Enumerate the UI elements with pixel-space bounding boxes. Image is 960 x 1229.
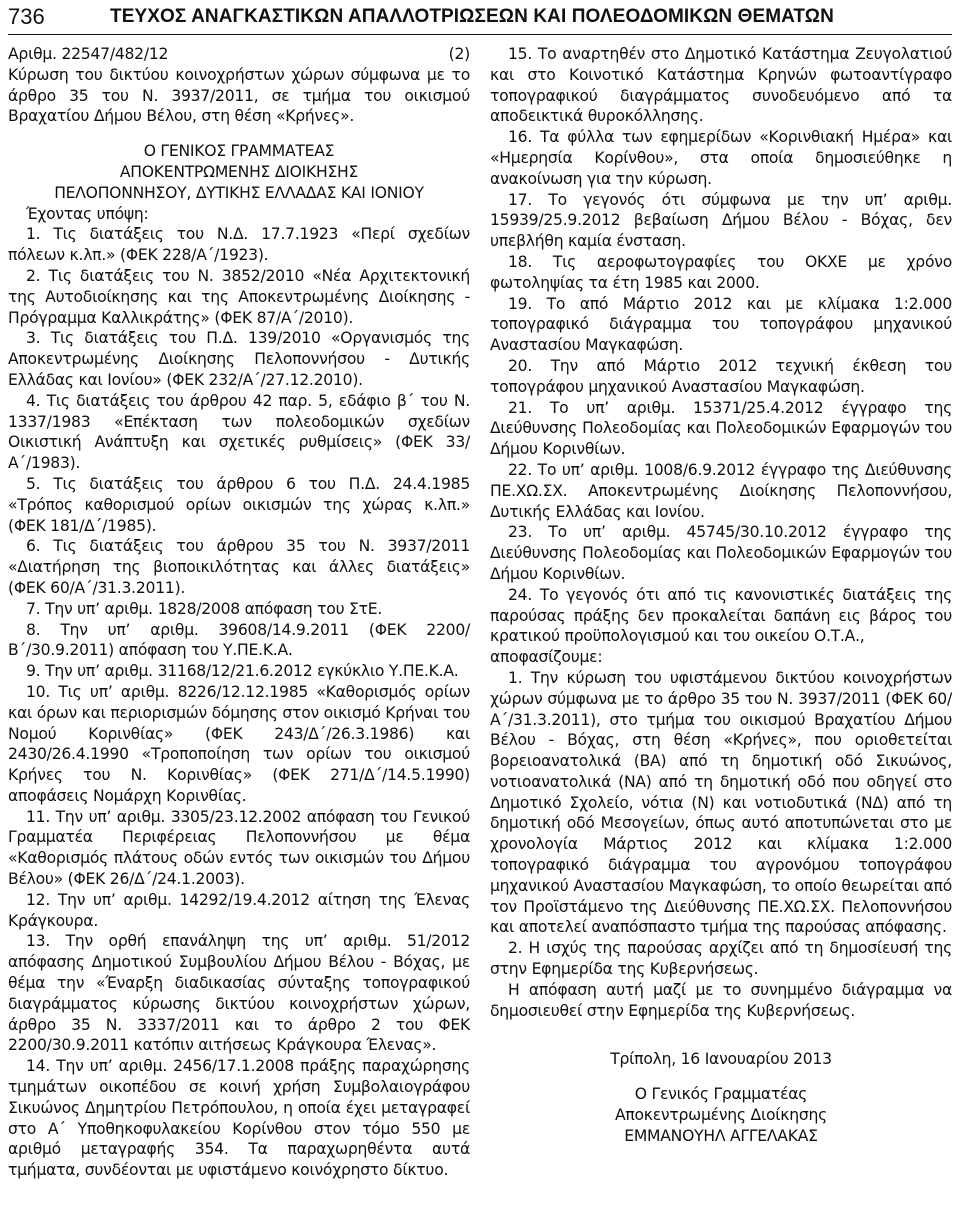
authority-line-1: Ο ΓΕΝΙΚΟΣ ΓΡΑΜΜΑΤΕΑΣ [143, 142, 335, 161]
journal-title: ΤΕΥΧΟΣ ΑΝΑΓΚΑΣΤΙΚΩΝ ΑΠΑΛΛΟΤΡΙΩΣΕΩΝ ΚΑΙ ΠΟΛΕΟΔΟΜΙΚΩΝ ΘΕΜΑΤΩΝ [110, 6, 834, 27]
decision-index: (2) [448, 45, 470, 63]
authority-line-2: ΑΠΟΚΕΝΤΡΩΜΕΝΗΣ ΔΙΟΙΚΗΣΗΣ [119, 162, 359, 181]
considering-heading: Έχοντας υπόψη: [26, 204, 149, 223]
right-item-22: 22. Το υπ’ αριθμ. 1008/6.9.2012 έγγραφο της Διεύθυνσης ΠΕ.ΧΩ.ΣΧ. Αποκεντρωμένης Διοίκησης Πελοποννήσου, Δυτικής Ελλάδας και Ιονίου. [490, 460, 952, 521]
publication-note: Η απόφαση αυτή μαζί με το συνημμένο διάγραμμα να δημοσιευθεί στην Εφημερίδα της Κυβερνήσεως. [490, 980, 952, 1020]
signatory-role-1: Ο Γενικός Γραμματέας [634, 1085, 808, 1104]
decide-heading: αποφασίζουμε: [490, 648, 603, 667]
left-item-9: 9. Την υπ’ αριθμ. 31168/12/21.6.2012 εγκύκλιο Υ.ΠΕ.Κ.Α. [26, 662, 459, 681]
authority-line-3: ΠΕΛΟΠΟΝΝΗΣΟΥ, ΔΥΤΙΚΗΣ ΕΛΛΑΔΑΣ ΚΑΙ ΙΟΝΙΟΥ [54, 183, 424, 202]
left-item-13: 13. Την ορθή επανάληψη της υπ’ αριθμ. 51/2012 απόφασης Δημοτικού Συμβουλίου Δήμου Βέλου - Βόχας, με θέμα την «Έναρξη διαδικασίας σύνταξης τοπογραφικού διαγράμματος κύρωσης δικτύου κοινοχρήστων χώρων, άρθρο 35 Ν. 3337/2011 και το άρθρο 2 του ΦΕΚ 2200/30.9.2011 κατόπιν αιτήσεως Κράγκουρα Έλενας». [8, 932, 470, 1055]
left-item-12: 12. Την υπ’ αριθμ. 14292/19.4.2012 αίτηση της Έλενας Κράγκουρα. [8, 890, 470, 930]
right-item-18: 18. Τις αεροφωτογραφίες του ΟΚΧΕ με χρόνο φωτοληψίας τα έτη 1985 και 2000. [490, 252, 952, 292]
left-item-6: 6. Τις διατάξεις του άρθρου 35 του Ν. 3937/2011 «Διατήρηση της βιοποικιλότητας και άλλες διατάξεις» (ΦΕΚ 60/Α΄/31.3.2011). [8, 537, 470, 597]
page-header [8, 4, 952, 35]
decision-number: Αριθμ. 22547/482/12 [8, 45, 169, 63]
left-item-7: 7. Την υπ’ αριθμ. 1828/2008 απόφαση του ΣτΕ. [26, 599, 383, 618]
decision-title: Κύρωση του δικτύου κοινοχρήστων χώρων σύμφωνα με το άρθρο 35 του Ν. 3937/2011, σε τμήμα του οικισμού Βραχατίου Δήμου Βέλου, στη θέση «Κρήνες». [8, 65, 470, 126]
left-item-5: 5. Τις διατάξεις του άρθρου 6 του Π.Δ. 24.4.1985 «Τρόπος καθορισμού ορίων οικισμών της χώρας κ.λπ.» (ΦΕΚ 181/Δ΄/1985). [8, 474, 470, 535]
signatory-name: ΕΜΜΑΝΟΥΗΛ ΑΓΓΕΛΑΚΑΣ [624, 1126, 818, 1145]
place-date: Τρίπολη, 16 Ιανουαρίου 2013 [610, 1050, 832, 1069]
decision-article-1: 1. Την κύρωση του υφιστάμενου δικτύου κοινοχρήστων χώρων σύμφωνα με το άρθρο 35 του Ν. 3937/2011 (ΦΕΚ 60/Α΄/31.3.2011), στο τμήμα του οικισμού Βραχατίου Δήμου Βέλου - Βόχας, στη θέση «Κρήνες», που οριοθετείται βορειοανατολικά (ΒΑ) από τη δημοτική οδό Σικυώνος, νοτιοανατολικά (ΝΑ) από τη δημοτική οδό που οδηγεί στο Δημοτικό Σχολείο, νότια (Ν) και νοτιοδυτικά (ΝΔ) από τη δημοτική οδό Μεσογείων, όπως αυτό αποτυπώνεται στο με χρονολογία Μάρτιος 2012 και κλίμακα 1:2.000 τοπογραφικό διάγραμμα του αγρονόμου τοπογράφου μηχανικού Αναστασίου Μαγκαφώση, το οποίο θεωρείται από τον Προϊστάμενο της Διεύθυνσης ΠΕ.ΧΩ.ΣΧ. Πελοποννήσου και αποτελεί αναπόσπαστο τμήμα της παρούσας απόφασης. [490, 668, 952, 937]
right-item-15: 15. Το αναρτηθέν στο Δημοτικό Κατάστημα Ζευγολατιού και στο Κοινοτικό Κατάστημα Κρηνών φωτοαντίγραφο τοπογραφικού διαγράμματος συνοδευόμενο από τα αποδεικτικά θυροκόλλησης. [490, 45, 952, 126]
page-number: 736 [8, 4, 45, 29]
left-item-1: 1. Τις διατάξεις του Ν.Δ. 17.7.1923 «Περί σχεδίων πόλεων κ.λπ.» (ΦΕΚ 228/Α΄/1923). [8, 225, 470, 265]
left-item-10: 10. Τις υπ’ αριθμ. 8226/12.12.1985 «Καθορισμός ορίων και όρων και περιορισμών δόμησης στον οικισμό Κρήναι του Νομού Κορινθίας» (ΦΕΚ 243/Δ΄/26.3.1986) και 2430/26.4.1990 «Τροποποίηση των ορίων του οικισμού Κρήνες του Ν. Κορινθίας» (ΦΕΚ 271/Δ΄/14.5.1990) αποφάσεις Νομάρχη Κορινθίας. [8, 682, 470, 805]
left-item-8: 8. Την υπ’ αριθμ. 39608/14.9.2011 (ΦΕΚ 2200/Β΄/30.9.2011) απόφαση του Υ.ΠΕ.Κ.Α. [8, 620, 470, 660]
left-item-3: 3. Τις διατάξεις του Π.Δ. 139/2010 «Οργανισμός της Αποκεντρωμένης Διοίκησης Πελοποννήσου - Δυτικής Ελλάδας και Ιονίου» (ΦΕΚ 232/Α΄/27.12.2010). [8, 329, 470, 389]
left-column [8, 44, 470, 1181]
right-item-17: 17. Το γεγονός ότι σύμφωνα με την υπ’ αριθμ. 15939/25.9.2012 βεβαίωση Δήμου Βέλου - Βόχας, δεν υπεβλήθη καμία ένσταση. [490, 190, 952, 251]
left-item-14: 14. Την υπ’ αριθμ. 2456/17.1.2008 πράξης παραχώρησης τμημάτων οικοπέδου σε κοινή χρήση Συμβολαιογράφου Σικυώνος Δημητρίου Πετρόπουλου, η οποία έχει μεταγραφεί στο Α΄ Υποθηκοφυλακείου Κορίνθου στον τόμο 550 με αριθμό μεταγραφής 354. Τα παραχωρηθέντα αυτά τμήματα, συνδέονται με υφιστάμενο κοινόχρηστο δίκτυο. [8, 1057, 470, 1180]
left-item-4: 4. Τις διατάξεις του άρθρου 42 παρ. 5, εδάφιο β΄ του Ν. 1337/1983 «Επέκταση των πολεοδομικών σχεδίων Οικιστική Ανάπτυξη και σχετικές ρυθμίσεις» (ΦΕΚ 33/Α΄/1983). [8, 391, 470, 473]
right-item-16: 16. Τα φύλλα των εφημερίδων «Κορινθιακή Ημέρα» και «Ημερησία Κορίνθου», στα οποία δημοσιεύθηκε η ανακοίνωση για την κύρωση. [490, 128, 952, 188]
left-item-11: 11. Την υπ’ αριθμ. 3305/23.12.2002 απόφαση του Γενικού Γραμματέα Περιφέρειας Πελοποννήσου με θέμα «Καθορισμός πλάτους οδών εντός των οικισμών του Δήμου Βέλου» (ΦΕΚ 26/Δ΄/24.1.2003). [8, 807, 470, 889]
decision-article-2: 2. Η ισχύς της παρούσας αρχίζει από τη δημοσίευσή της στην Εφημερίδα της Κυβερνήσεως. [490, 939, 952, 979]
right-item-21: 21. Το υπ’ αριθμ. 15371/25.4.2012 έγγραφο της Διεύθυνσης Πολεοδομίας και Πολεοδομικών Εφαρμογών του Δήμου Κορινθίων. [490, 398, 952, 459]
left-item-2: 2. Τις διατάξεις του Ν. 3852/2010 «Νέα Αρχιτεκτονική της Αυτοδιοίκησης και της Αποκεντρωμένης Διοίκησης - Πρόγραμμα Καλλικράτης» (ΦΕΚ 87/Α΄/2010). [8, 266, 470, 327]
signatory-role-2: Αποκεντρωμένης Διοίκησης [614, 1106, 828, 1125]
right-item-19: 19. Το από Μάρτιο 2012 και με κλίμακα 1:2.000 τοπογραφικό διάγραμμα του τοπογράφου μηχανικού Αναστασίου Μαγκαφώση. [490, 294, 952, 355]
right-item-20: 20. Την από Μάρτιο 2012 τεχνική έκθεση του τοπογράφου μηχανικού Αναστασίου Μαγκαφώση. [490, 356, 952, 396]
right-item-24: 24. Το γεγονός ότι από τις κανονιστικές διατάξεις της παρούσας πράξης δεν προκαλείται δαπάνη εις βάρος του κρατικού προϋπολογισμού και του οικείου Ο.Τ.Α., [490, 585, 952, 646]
decision-number-line [8, 44, 470, 65]
right-item-23: 23. Το υπ’ αριθμ. 45745/30.10.2012 έγγραφο της Διεύθυνσης Πολεοδομίας και Πολεοδομικών Εφαρμογών του Δήμου Κορινθίων. [490, 523, 952, 583]
right-column [490, 44, 952, 1147]
